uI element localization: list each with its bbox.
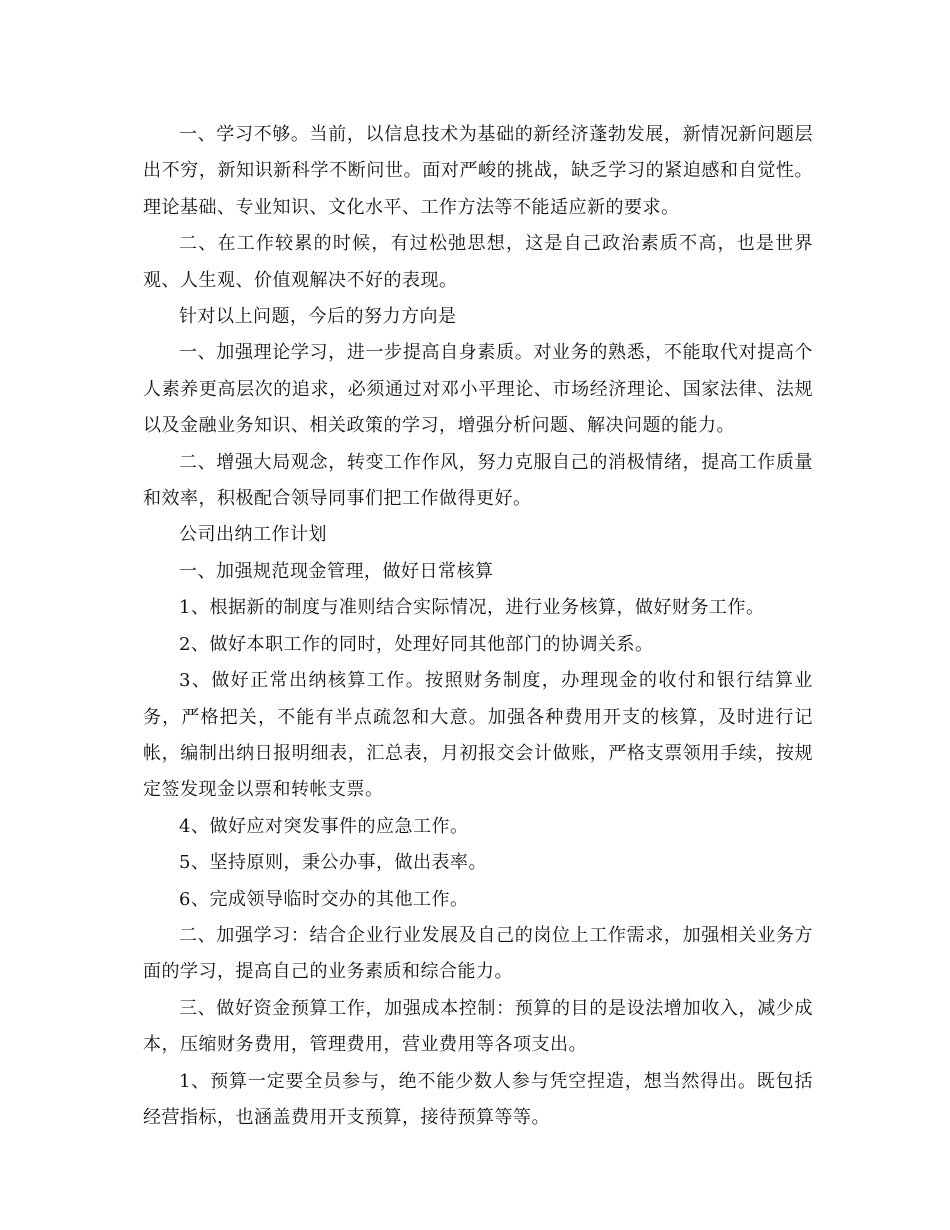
paragraph-budget-control: 三、做好资金预算工作，加强成本控制：预算的目的是设法增加收入，减少成本，压缩财务费用，管理费用，营业费用等各项支出。 [143,997,813,1056]
paragraph-strengthen-learning: 二、加强学习：结合企业行业发展及自己的岗位上工作需求，加强相关业务方面的学习，提高自己的业务素质和综合能力。 [143,924,813,983]
paragraph-improvement-direction: 针对以上问题，今后的努力方向是 [179,306,457,328]
list-item-emergency: 4、做好应对突发事件的应急工作。 [179,815,469,837]
paragraph-theory-study: 一、加强理论学习，进一步提高自身素质。对业务的熟悉，不能取代对提高个人素养更高层次的追求，必须通过对邓小平理论、市场经济理论、国家法律、法规以及金融业务知识、相关政策的学习，增强分析问题、解决问题的能力。 [143,342,813,437]
list-item-budget-participation: 1、预算一定要全员参与，绝不能少数人参与凭空捏造，想当然得出。既包括经营指标，也涵盖费用开支预算，接待预算等等。 [143,1070,813,1128]
list-item-other-tasks: 6、完成领导临时交办的其他工作。 [179,888,469,910]
paragraph-learning-insufficient: 一、学习不够。当前，以信息技术为基础的新经济蓬勃发展，新情况新问题层出不穷，新知识新科学不断问世。面对严峻的挑战，缺乏学习的紧迫感和自觉性。理论基础、专业知识、文化水平、工作方法等不能适应新的要求。 [143,124,813,218]
list-item-cashier-work: 3、做好正常出纳核算工作。按照财务制度，办理现金的收付和银行结算业务，严格把关，不能有半点疏忽和大意。加强各种费用开支的核算，及时进行记帐，编制出纳日报明细表，汇总表，月初报交会计做账，严格支票领用手续，按规定签发现金以票和转帐支票。 [143,670,813,801]
document-body [143,117,813,1136]
list-item-accounting: 1、根据新的制度与准则结合实际情况，进行业务核算，做好财务工作。 [179,597,765,619]
list-item-principles: 5、坚持原则，秉公办事，做出表率。 [179,852,487,874]
paragraph-cash-management: 一、加强规范现金管理，做好日常核算 [179,560,494,582]
paragraph-relaxed-thinking: 二、在工作较累的时候，有过松弛思想，这是自己政治素质不高，也是世界观、人生观、价值观解决不好的表现。 [143,233,813,291]
paragraph-overall-view: 二、增强大局观念，转变工作作风，努力克服自己的消极情绪，提高工作质量和效率，积极配合领导同事们把工作做得更好。 [143,451,813,510]
section-heading-cashier-plan: 公司出纳工作计划 [179,524,327,546]
list-item-coordination: 2、做好本职工作的同时，处理好同其他部门的协调关系。 [179,633,654,655]
